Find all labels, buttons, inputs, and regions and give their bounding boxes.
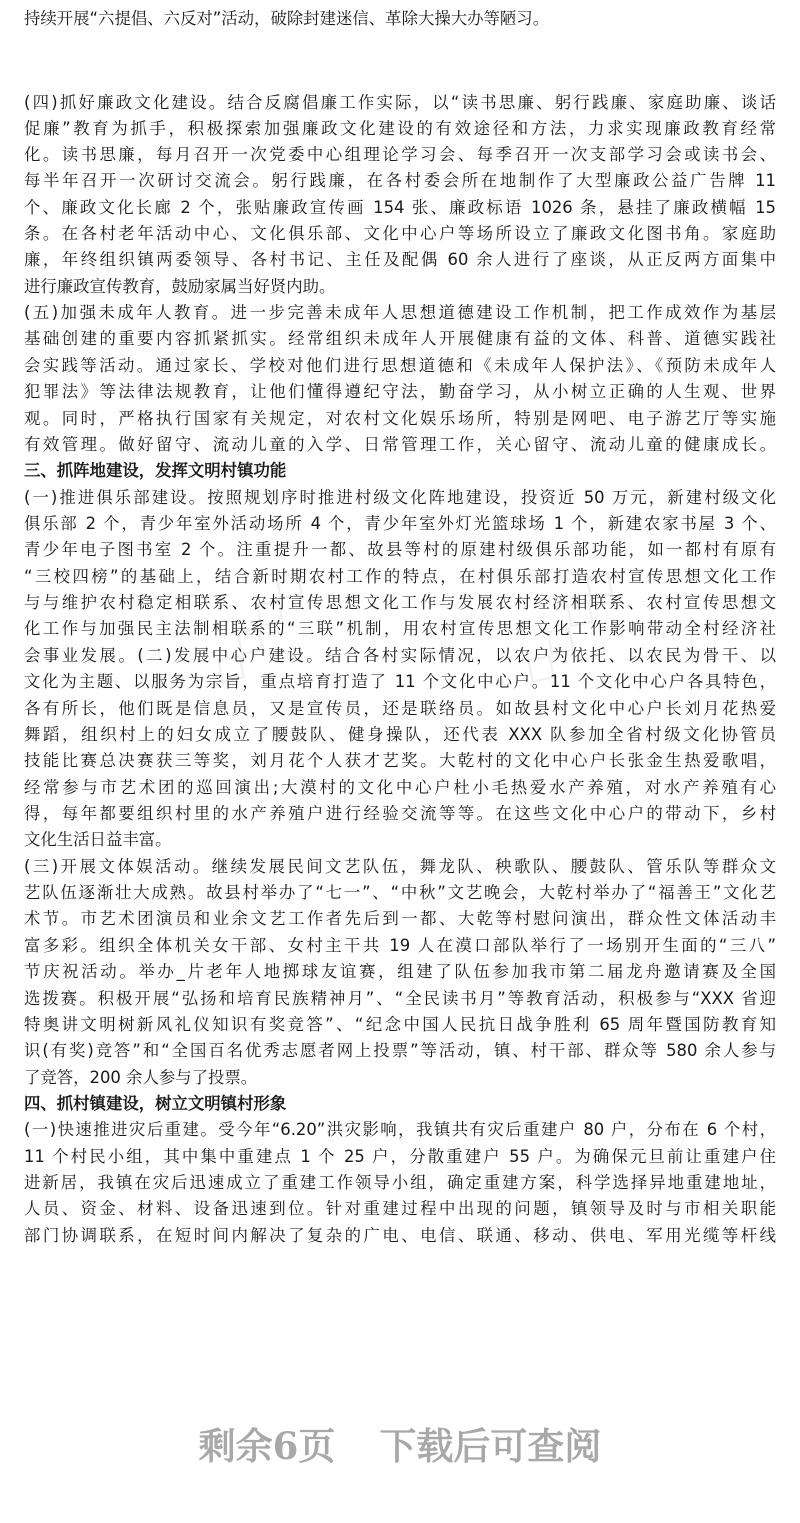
text-line: 艺队伍逐渐壮大成熟。故县村举办了“七一”、“中秋”文艺晚会，大乾村举办了“福善王”文化艺 bbox=[24, 883, 776, 902]
text-line: 会实践等活动。通过家长、学校对他们进行思想道德和《未成年人保护法》、《预防未成年人 bbox=[24, 356, 776, 375]
text-line: 人员、资金、材料、设备迅速到位。针对重建过程中出现的问题，镇领导及时与市相关职能 bbox=[24, 1199, 776, 1218]
text-line: 11 个村民小组，其中集中重建点 1 个 25 户，分散重建户 55 户。为确保元旦前让重建户住 bbox=[24, 1147, 776, 1166]
text-line: 节庆祝活动。举办_片老年人地掷球友谊赛，组建了队伍参加我市第二届龙舟邀请赛及全国 bbox=[24, 962, 776, 981]
text-line: 进行廉政宣传教育，鼓励家属当好贤内助。 bbox=[24, 277, 336, 296]
watermark: ◇◇◇◇ bbox=[507, 555, 628, 696]
text-line: 识(有奖)竞答”和“全国百名优秀志愿者网上投票”等活动，镇、村干部、群众等 580 余人参与 bbox=[24, 1041, 776, 1060]
text-line: (五)加强未成年人教育。进一步完善未成年人思想道德建设工作机制，把工作成效作为基层 bbox=[24, 303, 776, 322]
text-line: 俱乐部 2 个，青少年室外活动场所 4 个，青少年室外灯光篮球场 1 个，新建农家书屋 3 个、 bbox=[24, 514, 776, 533]
text-line: 化工作与加强民主法制相联系的“三联”机制，用农村宣传思想文化工作影响带动全村经济社 bbox=[24, 619, 776, 638]
text-line: 各有所长，他们既是信息员，又是宣传员，还是联络员。如故县村文化中心户长刘月花热爱 bbox=[24, 699, 776, 718]
text-line: 基础创建的重要内容抓紧抓实。经常组织未成年人开展健康有益的文体、科普、道德实践社 bbox=[24, 329, 776, 348]
text-line: (一)快速推进灾后重建。受今年“6.20”洪灾影响，我镇共有灾后重建户 80 户，分布在 6 个村， bbox=[24, 1120, 776, 1139]
text-line: 有效管理。做好留守、流动儿童的入学、日常管理工作，关心留守、流动儿童的健康成长。 bbox=[24, 435, 776, 454]
text-line: 青少年电子图书室 2 个。注重提升一都、故县等村的原建村级俱乐部功能，如一都村有原有 bbox=[24, 540, 776, 559]
text-line: 观。同时，严格执行国家有关规定，对农村文化娱乐场所，特别是网吧、电子游艺厅等实施 bbox=[24, 409, 776, 428]
text-line: 富多彩。组织全体机关女干部、女村主干共 19 人在漠口部队举行了一场别开生面的“三八” bbox=[24, 936, 776, 955]
download-hint-label: 下载后可查阅 bbox=[379, 1424, 602, 1468]
text-line: 个、廉政文化长廊 2 个，张贴廉政宣传画 154 张、廉政标语 1026 条，悬挂了廉政横幅 15 bbox=[24, 198, 776, 217]
text-line: 条。在各村老年活动中心、文化俱乐部、文化中心户等场所设立了廉政文化图书角。家庭助 bbox=[24, 224, 776, 243]
text-line: 促廉”教育为抓手，积极探索加强廉政文化建设的有效途径和方法，力求实现廉政教育经常 bbox=[24, 119, 776, 138]
text-line: 舞蹈，组织村上的妇女成立了腰鼓队、健身操队，还代表 XXX 队参加全省村级文化协管员 bbox=[24, 725, 776, 744]
text-line: 持续开展“六提倡、六反对”活动，破除封建迷信、革除大操大办等陋习。 bbox=[24, 9, 550, 28]
remaining-pages-banner[interactable] bbox=[0, 1418, 800, 1474]
text-line: 会事业发展。(二)发展中心户建设。结合各村实际情况，以农户为依托、以农民为骨干、以 bbox=[24, 646, 776, 665]
text-line: 文化生活日益丰富。 bbox=[24, 830, 172, 849]
remaining-pages-label: 剩余6页 bbox=[198, 1424, 336, 1468]
text-line: 技能比赛总决赛获三等奖，刘月花个人获才艺奖。大乾村的文化中心户长张金生热爱歌唱， bbox=[24, 751, 776, 770]
text-line: 与与维护农村稳定相联系、农村宣传思想文化工作与发展农村经济相联系、农村宣传思想文 bbox=[24, 593, 776, 612]
text-line: 每半年召开一次研讨交流会。躬行践廉，在各村委会所在地制作了大型廉政公益广告牌 11 bbox=[24, 171, 776, 190]
text-line: 术节。市艺术团演员和业余文艺工作者先后到一都、大乾等村慰问演出，群众性文体活动丰 bbox=[24, 909, 776, 928]
text-line: (四)抓好廉政文化建设。结合反腐倡廉工作实际，以“读书思廉、躬行践廉、家庭助廉、谈话 bbox=[24, 93, 776, 112]
section-heading: 四、抓村镇建设，树立文明镇村形象 bbox=[24, 1094, 287, 1113]
section-heading: 三、抓阵地建设，发挥文明村镇功能 bbox=[24, 461, 287, 480]
text-line: 化。读书思廉，每月召开一次党委中心组理论学习会、每季召开一次支部学习会或读书会、 bbox=[24, 145, 776, 164]
text-line: (一)推进俱乐部建设。按照规划序时推进村级文化阵地建设，投资近 50 万元，新建村级文化 bbox=[24, 488, 776, 507]
text-line: 选拨赛。积极开展“弘扬和培育民族精神月”、“全民读书月”等教育活动，积极参与“XXX 省迎 bbox=[24, 989, 776, 1008]
text-line: 进新居，我镇在灾后迅速成立了重建工作领导小组，确定重建方案，科学选择异地重建地址， bbox=[24, 1173, 776, 1192]
watermark: ◇◇◇◇ bbox=[197, 555, 318, 696]
text-line: 犯罪法》等法律法规教育，让他们懂得遵纪守法，勤奋学习，从小树立正确的人生观、世界 bbox=[24, 382, 776, 401]
text-line: (三)开展文体娱活动。继续发展民间文艺队伍，舞龙队、秧歌队、腰鼓队、管乐队等群众文 bbox=[24, 857, 776, 876]
text-line: 特奥讲文明树新风礼仪知识有奖竞答”、“纪念中国人民抗日战争胜利 65 周年暨国防教育知 bbox=[24, 1015, 776, 1034]
text-line: 了竞答，200 余人参与了投票。 bbox=[24, 1068, 258, 1087]
text-line: 得，每年都要组织村里的水产养殖户进行经验交流等等。在这些文化中心户的带动下，乡村 bbox=[24, 804, 776, 823]
text-line: 部门协调联系，在短时间内解决了复杂的广电、电信、联通、移动、供电、军用光缆等杆线 bbox=[24, 1226, 776, 1245]
text-line: “三校四榜”的基础上，结合新时期农村工作的特点，在村俱乐部打造农村宣传思想文化工作 bbox=[24, 567, 776, 586]
text-line: 廉，年终组织镇两委领导、各村书记、主任及配偶 60 余人进行了座谈，从正反两方面集中 bbox=[24, 250, 776, 269]
text-line: 文化为主题、以服务为宗旨，重点培育打造了 11 个文化中心户。11 个文化中心户各具特色， bbox=[24, 672, 776, 691]
text-line: 经常参与市艺术团的巡回演出;大漠村的文化中心户杜小毛热爱水产养殖，对水产养殖有心 bbox=[24, 778, 776, 797]
